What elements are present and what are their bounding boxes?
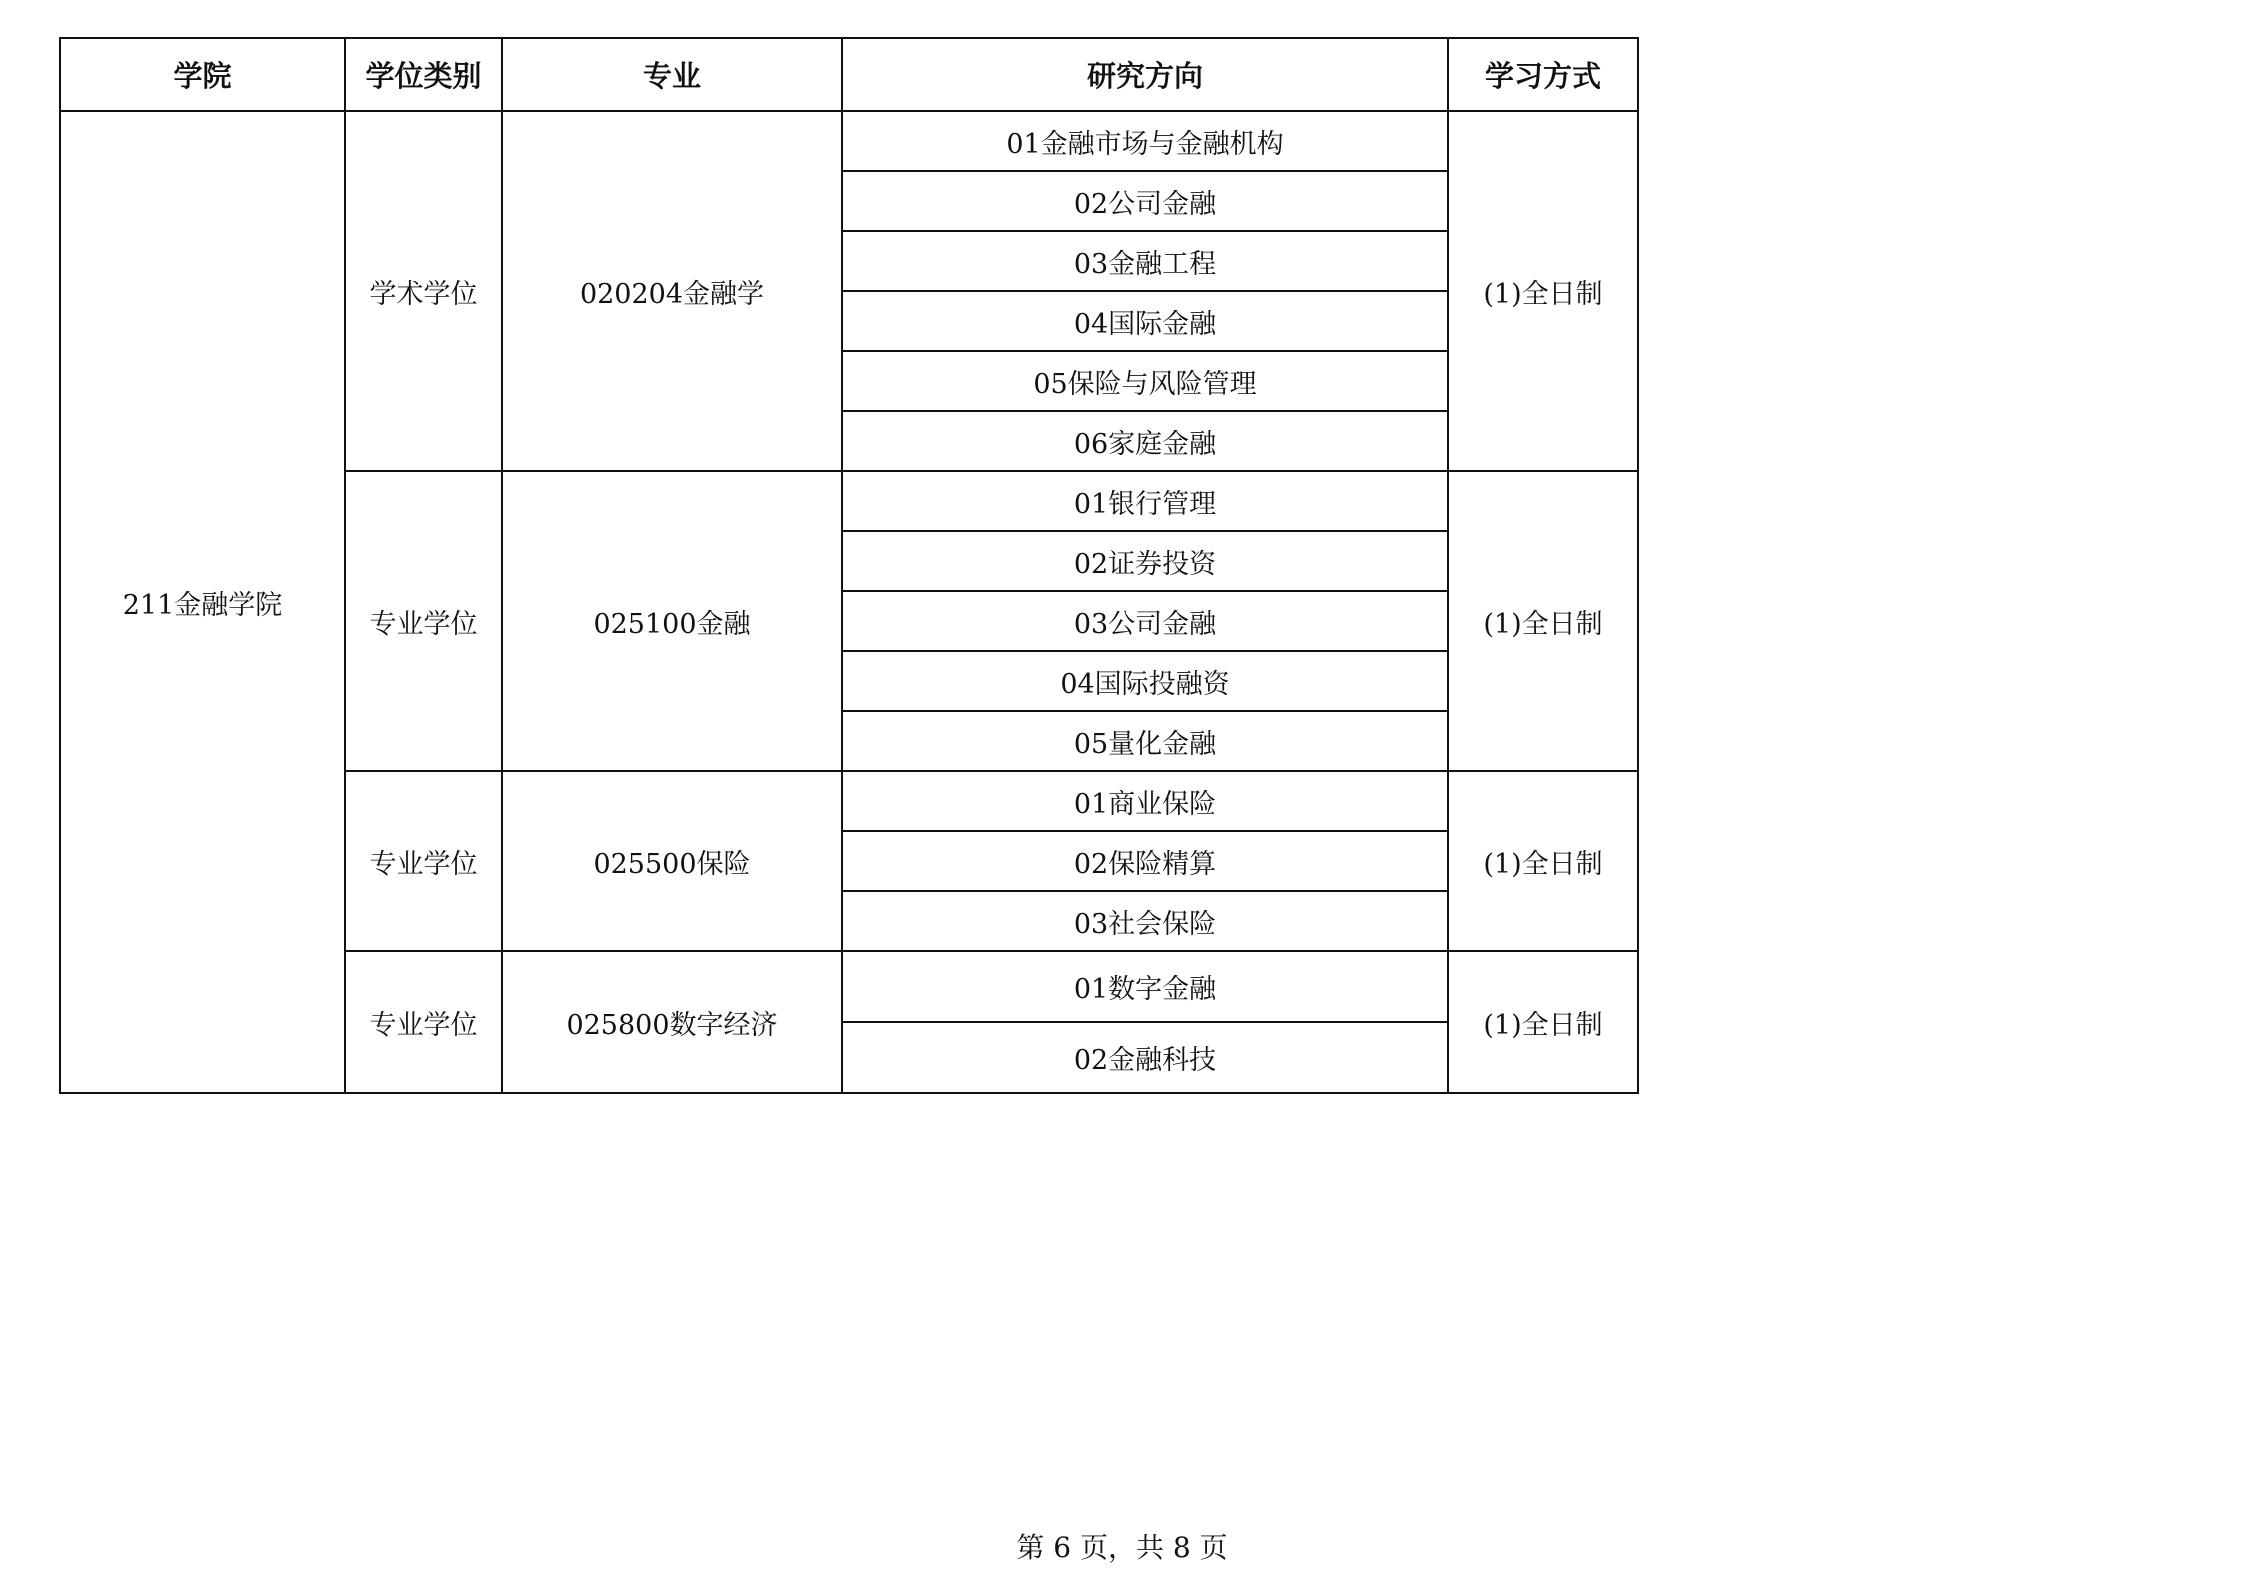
degree-type-cell: 学术学位 — [345, 111, 502, 471]
direction-cell: 01商业保险 — [842, 771, 1448, 831]
header-study-mode: 学习方式 — [1448, 38, 1638, 111]
study-mode-cell: (1)全日制 — [1448, 951, 1638, 1093]
direction-cell: 04国际投融资 — [842, 651, 1448, 711]
header-direction: 研究方向 — [842, 38, 1448, 111]
direction-cell: 06家庭金融 — [842, 411, 1448, 471]
study-mode-cell: (1)全日制 — [1448, 471, 1638, 771]
direction-cell: 01银行管理 — [842, 471, 1448, 531]
table-row — [60, 111, 1638, 171]
direction-cell: 02保险精算 — [842, 831, 1448, 891]
direction-cell: 05保险与风险管理 — [842, 351, 1448, 411]
study-mode-cell: (1)全日制 — [1448, 771, 1638, 951]
header-major: 专业 — [502, 38, 842, 111]
degree-type-cell: 专业学位 — [345, 771, 502, 951]
direction-cell: 03公司金融 — [842, 591, 1448, 651]
degree-type-cell: 专业学位 — [345, 471, 502, 771]
direction-cell: 03社会保险 — [842, 891, 1448, 951]
header-degree-type: 学位类别 — [345, 38, 502, 111]
header-row — [60, 38, 1638, 111]
degree-type-cell: 专业学位 — [345, 951, 502, 1093]
major-cell: 025500保险 — [502, 771, 842, 951]
direction-cell: 02证券投资 — [842, 531, 1448, 591]
major-cell: 025800数字经济 — [502, 951, 842, 1093]
major-cell: 020204金融学 — [502, 111, 842, 471]
direction-cell: 04国际金融 — [842, 291, 1448, 351]
major-cell: 025100金融 — [502, 471, 842, 771]
direction-cell: 03金融工程 — [842, 231, 1448, 291]
direction-cell: 02公司金融 — [842, 171, 1448, 231]
college-cell: 211金融学院 — [60, 111, 345, 1093]
header-college: 学院 — [60, 38, 345, 111]
direction-cell: 02金融科技 — [842, 1022, 1448, 1093]
direction-cell: 01金融市场与金融机构 — [842, 111, 1448, 171]
page-footer: 第 6 页，共 8 页 — [1016, 1531, 1228, 1564]
direction-cell: 01数字金融 — [842, 951, 1448, 1022]
direction-cell: 05量化金融 — [842, 711, 1448, 771]
program-table — [59, 37, 1639, 1094]
study-mode-cell: (1)全日制 — [1448, 111, 1638, 471]
